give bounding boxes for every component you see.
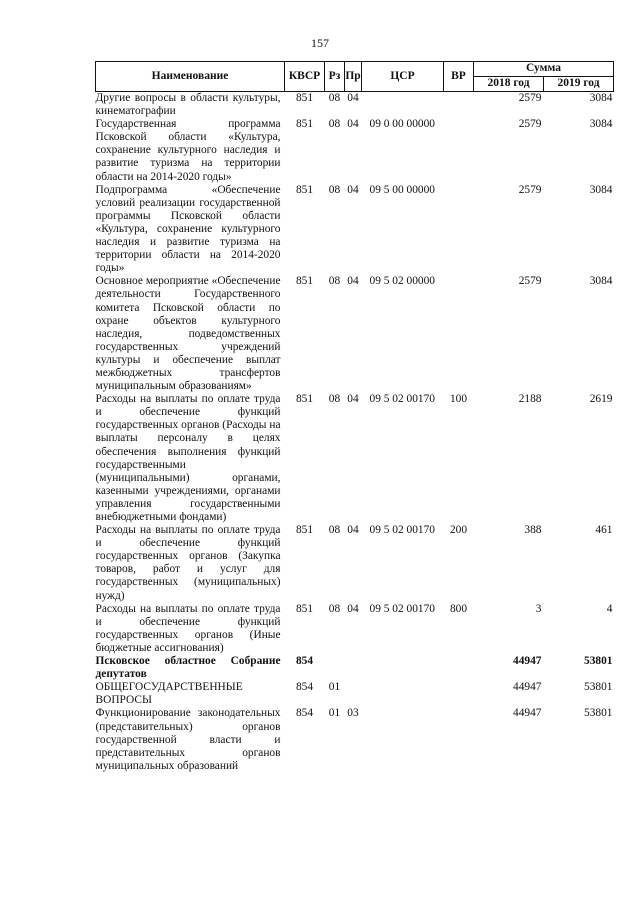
- row-vr: [444, 681, 474, 707]
- header-rz: Рз: [325, 62, 345, 92]
- row-sum-2019: 53801: [584, 681, 613, 694]
- row-name: ОБЩЕГОСУДАРСТВЕННЫЕ ВОПРОСЫ: [95, 681, 243, 707]
- row-csr: [362, 655, 444, 681]
- row-csr: [362, 707, 444, 772]
- row-pr: 04: [347, 118, 359, 131]
- row-vr: [444, 92, 474, 119]
- row-sum-2019: 4: [606, 602, 613, 615]
- row-sum-2019: 3084: [589, 183, 613, 196]
- header-csr: ЦСР: [362, 62, 444, 92]
- table-body: [96, 92, 614, 773]
- row-name: Подпрограмма «Обеспечение условий реализации государственной программы Псковской области «Культура, сохранение культурного наследия и развитие туризма на территории области на 2014-2020 годы»: [95, 183, 281, 275]
- row-rz: 01: [328, 707, 341, 720]
- row-name: Другие вопросы в области культуры, кинематографии: [95, 92, 281, 118]
- row-sum-2019: 53801: [584, 707, 613, 720]
- row-rz: 01: [328, 681, 341, 694]
- row-kvsr: 851: [295, 393, 314, 406]
- table-row: [96, 707, 614, 772]
- row-sum-2018: 388: [524, 524, 542, 537]
- row-csr: 09 0 00 00000: [369, 118, 435, 131]
- row-csr: 09 5 02 00170: [369, 602, 435, 615]
- row-vr: 800: [449, 602, 468, 615]
- page-number: 157: [311, 36, 329, 50]
- row-kvsr: 851: [295, 275, 314, 288]
- row-kvsr: 854: [295, 655, 314, 668]
- row-pr: 03: [347, 707, 359, 720]
- table-row: [96, 655, 614, 681]
- header-pr: Пр: [345, 62, 362, 92]
- row-sum-2018: 44947: [513, 681, 542, 694]
- row-rz: 08: [328, 92, 341, 104]
- row-csr: [362, 92, 444, 119]
- row-name: Функционирование законодательных (представительных) органов государственной власти и представительных органов муниципальных образований: [95, 707, 281, 772]
- header-name: Наименование: [96, 62, 285, 92]
- header-year-2018: 2018 год: [474, 77, 544, 92]
- row-name: Псковское областное Собрание депутатов: [95, 655, 281, 681]
- row-sum-2018: 2188: [518, 393, 542, 406]
- row-name: Государственная программа Псковской области «Культура, сохранение культурного наследия и развитие туризма на территории области на 2014-2020 годы»: [95, 118, 281, 183]
- row-sum-2018: 3: [535, 602, 542, 615]
- row-vr: 100: [449, 393, 468, 406]
- row-sum-2019: 3084: [589, 92, 613, 104]
- row-rz: 08: [328, 275, 341, 288]
- table-row: [96, 603, 614, 655]
- row-csr: 09 5 02 00170: [369, 524, 435, 537]
- row-csr: 09 5 02 00170: [369, 393, 435, 406]
- row-sum-2019: 3084: [589, 275, 613, 288]
- row-name: Расходы на выплаты по оплате труда и обеспечение функций государственных органов (Расходы на выплаты персоналу в целях обеспечения выполнения функций государственными (муниципальными) органами, казенными учреждениями, органами управления государственными внебюджетными фондами): [95, 393, 281, 523]
- row-sum-2018: 44947: [513, 707, 542, 720]
- row-pr: 04: [347, 183, 359, 196]
- row-kvsr: 851: [295, 602, 314, 615]
- table-row: [96, 92, 614, 119]
- budget-table: [95, 61, 614, 773]
- row-sum-2018: 2579: [518, 92, 542, 104]
- table-row: [96, 681, 614, 707]
- row-sum-2019: 53801: [584, 655, 613, 668]
- row-vr: [444, 655, 474, 681]
- row-name: Основное мероприятие «Обеспечение деятельности Государственного комитета Псковской области по охране объектов культурного наследия, подведомственных государственных учреждений культуры и обеспечение выплат межбюджетных трансфертов муниципальным образованиям»: [95, 275, 281, 393]
- row-sum-2019: 3084: [589, 118, 613, 131]
- row-rz: 08: [328, 118, 341, 131]
- row-pr: 04: [347, 275, 359, 288]
- row-sum-2019: 2619: [589, 393, 613, 406]
- row-pr: 04: [347, 92, 359, 104]
- row-pr: 04: [347, 393, 359, 406]
- header-sum: Сумма: [474, 62, 614, 77]
- row-kvsr: 851: [295, 524, 314, 537]
- row-rz: 08: [328, 602, 341, 615]
- table-row: [96, 118, 614, 183]
- row-csr: [362, 681, 444, 707]
- row-name: Расходы на выплаты по оплате труда и обеспечение функций государственных органов (Закупка товаров, работ и услуг для государственных (муниципальных) нужд): [95, 524, 281, 602]
- row-kvsr: 851: [295, 183, 314, 196]
- row-sum-2018: 2579: [518, 183, 542, 196]
- row-sum-2018: 2579: [518, 275, 542, 288]
- row-rz: [325, 655, 345, 681]
- header-year-2019: 2019 год: [544, 77, 614, 92]
- row-kvsr: 851: [295, 118, 314, 131]
- row-vr: [444, 184, 474, 276]
- table-row: [96, 393, 614, 524]
- row-vr: [444, 707, 474, 772]
- row-csr: 09 5 02 00000: [369, 275, 435, 288]
- header-kvsr: КВСР: [285, 62, 325, 92]
- row-csr: 09 5 00 00000: [369, 183, 435, 196]
- row-name: Расходы на выплаты по оплате труда и обеспечение функций государственных органов (Иные бюджетные ассигнования): [95, 602, 281, 654]
- row-kvsr: 854: [295, 707, 314, 720]
- table-row: [96, 524, 614, 603]
- row-pr: [345, 655, 362, 681]
- header-vr: ВР: [444, 62, 474, 92]
- table-row: [96, 275, 614, 393]
- row-pr: 04: [347, 602, 359, 615]
- row-rz: 08: [328, 183, 341, 196]
- table-row: [96, 184, 614, 276]
- row-sum-2019: 461: [595, 524, 613, 537]
- row-pr: 04: [347, 524, 359, 537]
- row-vr: [444, 275, 474, 393]
- row-kvsr: 851: [295, 92, 314, 104]
- row-rz: 08: [328, 393, 341, 406]
- row-kvsr: 854: [295, 681, 314, 694]
- row-pr: [345, 681, 362, 707]
- row-vr: [444, 118, 474, 183]
- row-rz: 08: [328, 524, 341, 537]
- row-vr: 200: [449, 524, 468, 537]
- row-sum-2018: 44947: [513, 655, 542, 668]
- row-sum-2018: 2579: [518, 118, 542, 131]
